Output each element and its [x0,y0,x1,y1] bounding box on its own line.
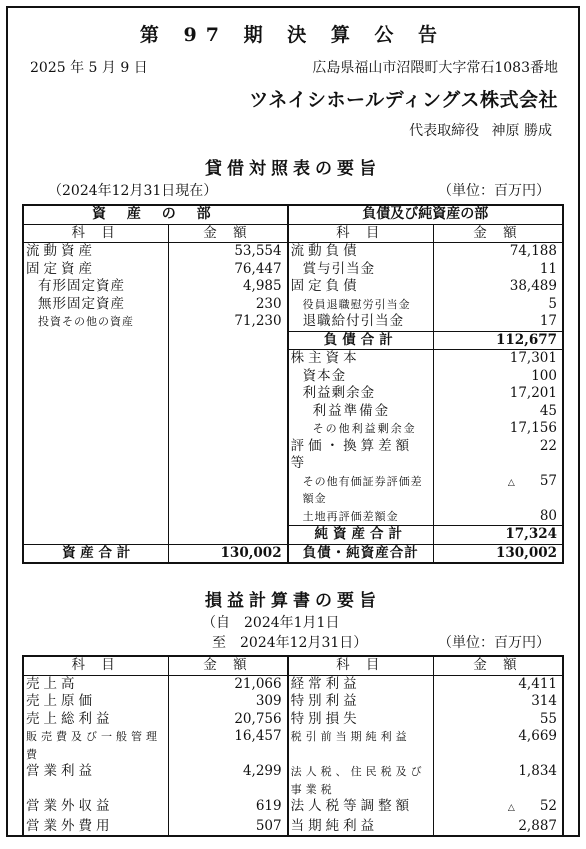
amount: 55 [539,710,557,727]
line-item-value [433,473,563,508]
empty-cell [23,438,169,473]
line-item-value [433,296,563,314]
line-item-label: 土地再評価差額金 [288,508,434,526]
table-row [23,368,563,386]
empty-cell [23,331,169,350]
empty-cell [23,385,169,403]
amount: 21,066 [234,675,282,692]
line-item-label: 有形固定資産 [23,278,169,296]
income-period-to: 至 2024年12月31日） [212,635,368,651]
balance-sheet-date: （2024年12月31日現在） [48,183,218,199]
line-item-value [433,278,563,296]
line-item-label: 販売費及び一般管理費 [23,728,169,763]
liabilities-section-header: 負債及び純資産の部 [288,205,563,224]
public-notice [6,6,580,837]
col-header-item: 科 目 [288,656,434,675]
line-item-label: 利益剰余金 [288,385,434,403]
line-item-label: 売上高 [23,675,169,693]
amount: 11 [539,260,557,277]
line-item-value [169,675,288,693]
table-row [23,818,563,837]
line-item-label: その他利益剰余金 [288,420,434,438]
amount: 45 [539,402,557,419]
amount: 17,301 [509,350,557,366]
amount: 38,489 [509,278,557,294]
line-item-value [433,818,563,837]
line-item-value [433,693,563,711]
income-statement-unit: （単位：百万円） [438,635,550,651]
col-header-item: 科 目 [23,656,169,675]
empty-cell [23,508,169,526]
table-row [23,798,563,818]
grand-total-label: 負債・純資産合計 [288,544,434,563]
empty-cell [169,385,288,403]
empty-cell [23,403,169,421]
amount: 2,887 [518,817,557,834]
table-row [23,403,563,421]
amount: 71,230 [234,313,282,329]
line-item-value [169,261,288,279]
line-item-label: 売上総利益 [23,711,169,729]
table-row [23,728,563,763]
line-item-label: 法人税等調整額 [288,798,434,818]
amount: 100 [531,367,557,384]
line-item-label: 営業外費用 [23,818,169,837]
col-header-amount: 金 額 [169,224,288,243]
table-row [23,711,563,729]
company-name: ツネイシホールディングス株式会社 [249,89,558,111]
negative-marker: △ [507,477,515,488]
amount: 4,299 [242,763,282,779]
line-item-label: 経常利益 [288,675,434,693]
line-item-value [433,420,563,438]
empty-cell [169,508,288,526]
balance-sheet-unit: （単位：百万円） [438,183,550,199]
amount: 1,834 [518,763,557,779]
negative-marker: △ [507,803,515,813]
amount: 5 [548,295,557,312]
line-item-label: 固定負債 [288,278,434,296]
line-item-value [169,798,288,818]
line-item-label: 評価・換算差額等 [288,438,434,473]
balance-sheet-title: 貸借対照表の要旨 [205,159,381,179]
empty-cell [23,420,169,438]
empty-cell [23,350,169,368]
subtotal-value: 112,677 [433,331,563,350]
amount: 230 [255,295,282,312]
line-item-label: 売上原価 [23,693,169,711]
line-item-value [433,711,563,729]
representative [22,120,564,140]
empty-cell [23,368,169,386]
empty-cell [169,331,288,350]
empty-cell [169,403,288,421]
line-item-value [433,385,563,403]
table-row [23,675,563,693]
line-item-value [169,711,288,729]
amount: 4,411 [518,675,557,692]
subtotal-label: 純資産合計 [288,526,434,545]
line-item-value [433,261,563,279]
date-address-line [22,57,564,77]
assets-section-header: 資 産 の 部 [23,205,288,224]
table-row [23,296,563,314]
balance-sheet-table [22,204,564,564]
amount: 76,447 [234,260,282,277]
line-item-value [433,675,563,693]
line-item-value [433,438,563,473]
line-item-value [169,243,288,261]
amount: 52 [539,798,557,814]
line-item-value [169,278,288,296]
grand-total-value: 130,002 [433,544,563,563]
income-statement-body [23,656,563,836]
line-item-label: 営業外収益 [23,798,169,818]
table-row [23,350,563,368]
line-item-value [169,313,288,331]
line-item-label: その他有価証券評価差額金 [288,473,434,508]
line-item-label: 固定資産 [23,261,169,279]
col-header-amount: 金 額 [169,656,288,675]
empty-cell [169,368,288,386]
line-item-label: 賞与引当金 [288,261,434,279]
line-item-value [433,728,563,763]
empty-cell [23,473,169,508]
subtotal-value: 17,324 [433,526,563,545]
assets-total-label: 資 産 合 計 [23,544,169,563]
amount: 80 [539,507,557,524]
empty-cell [169,420,288,438]
table-row [23,420,563,438]
amount: 4,669 [518,728,557,744]
line-item-label: 利益準備金 [288,403,434,421]
line-item-value [433,243,563,261]
table-row [23,313,563,331]
amount: 619 [255,798,282,814]
assets-total-value: 130,002 [169,544,288,563]
amount: 309 [255,693,282,709]
income-period-from: （自 2024年1月1日 [202,615,340,631]
table-row [23,331,563,350]
table-row [23,243,563,261]
col-header-item: 科 目 [23,224,169,243]
line-item-label: 当期純利益 [288,818,434,837]
balance-sheet-body [23,224,563,563]
line-item-value [433,508,563,526]
amount: 74,188 [509,243,557,259]
income-statement-table [22,655,564,837]
amount: 16,457 [234,728,282,744]
col-header-amount: 金 額 [433,224,563,243]
line-item-label: 無形固定資産 [23,296,169,314]
line-item-label: 退職給付引当金 [288,313,434,331]
table-row [23,763,563,798]
col-header-amount: 金 額 [433,656,563,675]
line-item-value [169,296,288,314]
line-item-value [169,763,288,798]
line-item-label: 流動資産 [23,243,169,261]
amount: 20,756 [234,710,282,727]
line-item-value [169,693,288,711]
company-address: 広島県福山市沼隈町大字常石1083番地 [312,60,558,76]
totals-row [23,544,563,563]
income-statement-title: 損益計算書の要旨 [205,591,381,611]
col-header-item: 科 目 [288,224,434,243]
table-row [23,693,563,711]
amount: 17,156 [509,420,557,436]
income-period-to-line [212,632,550,652]
line-item-label: 特別利益 [288,693,434,711]
subtotal-label: 負債合計 [288,331,434,350]
line-item-label: 投資その他の資産 [23,313,169,331]
table-row [23,526,563,545]
amount: 22 [539,437,557,454]
line-item-value [169,818,288,837]
line-item-label: 流動負債 [288,243,434,261]
balance-sheet-subtitle [48,180,550,200]
amount: 507 [255,817,282,834]
representative-name: 神原 勝成 [491,123,552,139]
line-item-label: 営業利益 [23,763,169,798]
amount: 4,985 [242,278,282,294]
empty-cell [169,473,288,508]
line-item-value [433,403,563,421]
line-item-value [433,798,563,818]
empty-cell [23,526,169,545]
line-item-label: 株主資本 [288,350,434,368]
line-item-value [433,350,563,368]
notice-title: 第 97 期 決 算 公 告 [139,24,447,46]
line-item-value [433,313,563,331]
empty-cell [169,350,288,368]
line-item-value [169,728,288,763]
table-row [23,473,563,508]
line-item-value [433,368,563,386]
amount: 17 [539,313,557,329]
table-row [23,508,563,526]
line-item-label: 特別損失 [288,711,434,729]
amount: 17,201 [509,385,557,401]
line-item-label: 法人税、住民税及び事業税 [288,763,434,798]
table-row [23,261,563,279]
amount: 53,554 [234,243,282,259]
table-row [23,385,563,403]
line-item-value [433,763,563,798]
line-item-label: 役員退職慰労引当金 [288,296,434,314]
amount: 314 [531,693,557,709]
representative-title: 代表取締役 [409,123,480,139]
line-item-label: 税引前当期純利益 [288,728,434,763]
table-row [23,278,563,296]
notice-date: 2025 年 5 月 9 日 [30,60,148,76]
empty-cell [169,526,288,545]
amount: 57 [539,472,557,489]
empty-cell [169,438,288,473]
table-row [23,438,563,473]
line-item-label: 資本金 [288,368,434,386]
